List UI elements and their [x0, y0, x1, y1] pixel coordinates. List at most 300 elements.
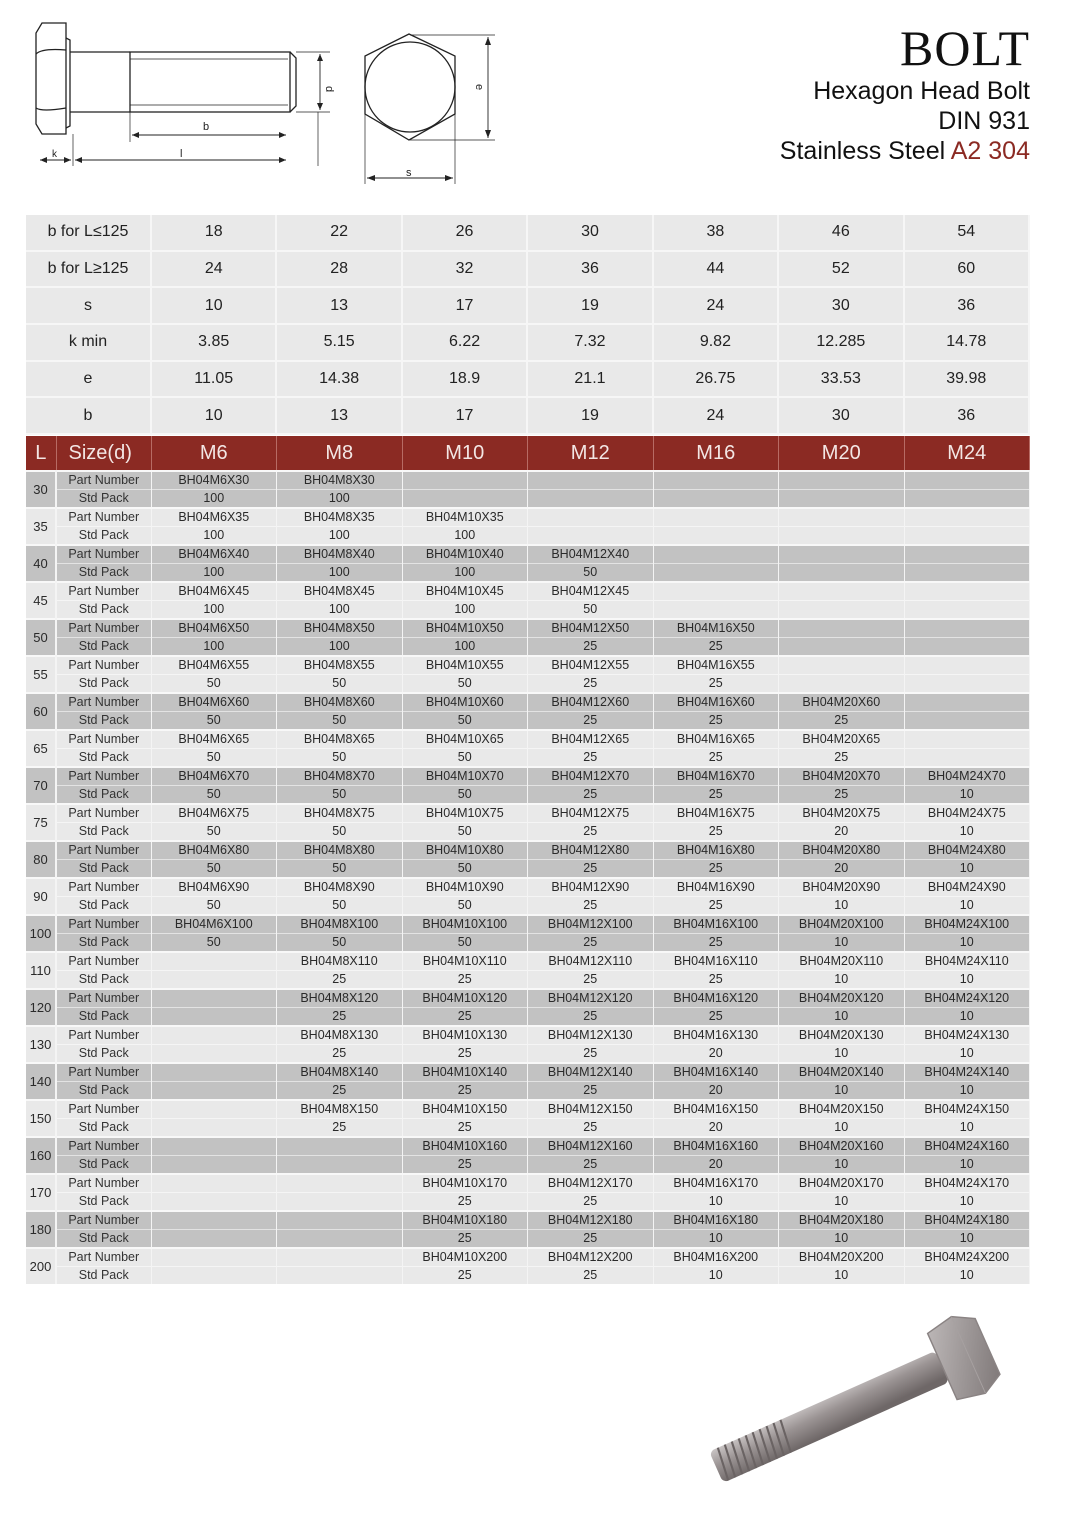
- part-cell: [779, 1100, 905, 1137]
- table-row: [26, 619, 1030, 656]
- std-pack: 25: [583, 750, 598, 764]
- part-cell: [277, 1063, 403, 1100]
- part-cell: [277, 1211, 403, 1248]
- part-number: BH04M24X180: [905, 1212, 1030, 1230]
- part-number: BH04M16X55: [654, 657, 779, 675]
- part-cell: [277, 1248, 403, 1284]
- part-number: BH04M16X150: [654, 1101, 779, 1119]
- std-pack: 25: [583, 935, 598, 949]
- header-size-m10: M10: [402, 436, 528, 471]
- table-row: [26, 1026, 1030, 1063]
- std-pack: 10: [834, 1157, 849, 1171]
- part-cell: [151, 1100, 277, 1137]
- length-value: 75: [26, 804, 56, 841]
- part-number: BH04M16X200: [654, 1249, 779, 1267]
- std-pack: 10: [959, 1009, 974, 1023]
- part-cell: [653, 656, 779, 693]
- part-number: BH04M24X200: [905, 1249, 1030, 1267]
- std-pack: 50: [457, 787, 472, 801]
- std-pack: [277, 1230, 402, 1247]
- product-name: Hexagon Head Bolt: [813, 77, 1030, 105]
- part-number: [905, 509, 1030, 527]
- length-value: 180: [26, 1211, 56, 1248]
- std-pack: 10: [959, 824, 974, 838]
- std-pack: 10: [959, 1120, 974, 1134]
- std-pack-label: Std Pack: [78, 713, 129, 727]
- part-cell: [402, 1248, 528, 1284]
- std-pack-label: Std Pack: [78, 1120, 129, 1134]
- row-labels: [56, 508, 151, 545]
- part-cell: [779, 693, 905, 730]
- part-cell: [653, 545, 779, 582]
- std-pack: 10: [959, 935, 974, 949]
- std-pack: 100: [454, 639, 476, 653]
- std-pack: 10: [834, 1009, 849, 1023]
- part-number: BH04M8X110: [277, 953, 402, 971]
- part-cell: [779, 1063, 905, 1100]
- part-number: BH04M10X35: [403, 509, 528, 527]
- part-cell: [528, 471, 654, 508]
- dimension-value: 13: [276, 397, 401, 434]
- part-number: BH04M12X150: [528, 1101, 653, 1119]
- row-labels: [56, 730, 151, 767]
- part-number: BH04M10X80: [403, 842, 528, 860]
- std-pack: 10: [834, 1231, 849, 1245]
- part-cell: [402, 878, 528, 915]
- std-pack: 25: [457, 1120, 472, 1134]
- part-number: BH04M8X140: [277, 1064, 402, 1082]
- std-pack: 100: [203, 565, 225, 579]
- part-cell: [402, 545, 528, 582]
- part-cell: [402, 730, 528, 767]
- table-row: [26, 471, 1030, 508]
- std-pack: 25: [457, 1268, 472, 1282]
- part-number: [152, 1249, 277, 1267]
- dimension-row: [26, 287, 1029, 324]
- length-value: 40: [26, 545, 56, 582]
- std-pack: 10: [959, 861, 974, 875]
- part-cell: [528, 1026, 654, 1063]
- std-pack: [152, 1082, 277, 1099]
- row-labels: [56, 878, 151, 915]
- std-pack: [654, 601, 779, 618]
- part-number: BH04M6X50: [152, 620, 277, 638]
- std-pack: 25: [708, 676, 723, 690]
- std-pack-label: Std Pack: [78, 861, 129, 875]
- std-pack-label: Std Pack: [78, 1009, 129, 1023]
- table-row: [26, 508, 1030, 545]
- part-number: BH04M10X200: [403, 1249, 528, 1267]
- std-pack: [779, 601, 904, 618]
- dimension-value: 36: [904, 287, 1029, 324]
- length-value: 160: [26, 1137, 56, 1174]
- part-number: BH04M20X160: [779, 1138, 904, 1156]
- part-cell: [904, 1211, 1030, 1248]
- dim-label-l: l: [180, 148, 183, 160]
- part-number: BH04M10X110: [403, 953, 528, 971]
- part-number: BH04M8X150: [277, 1101, 402, 1119]
- part-number: BH04M24X70: [905, 768, 1030, 786]
- part-cell: [151, 804, 277, 841]
- row-labels: [56, 545, 151, 582]
- part-number: [905, 546, 1030, 564]
- dimension-value: 7.32: [527, 324, 652, 361]
- std-pack-label: Std Pack: [78, 750, 129, 764]
- dimension-value: 60: [904, 251, 1029, 288]
- dimension-value: 36: [904, 397, 1029, 434]
- dimension-row: [26, 324, 1029, 361]
- part-cell: [151, 1137, 277, 1174]
- part-cell: [277, 804, 403, 841]
- dimension-value: 32: [402, 251, 527, 288]
- part-number: BH04M12X75: [528, 805, 653, 823]
- part-number: [905, 472, 1030, 490]
- std-pack: 25: [457, 1046, 472, 1060]
- std-pack: 25: [583, 861, 598, 875]
- table-row: [26, 1100, 1030, 1137]
- length-value: 50: [26, 619, 56, 656]
- part-number: BH04M20X200: [779, 1249, 904, 1267]
- std-pack: [654, 490, 779, 507]
- part-cell: [653, 1211, 779, 1248]
- part-cell: [653, 693, 779, 730]
- std-pack: [152, 1230, 277, 1247]
- dimension-value: 3.85: [151, 324, 276, 361]
- part-cell: [402, 1100, 528, 1137]
- part-cell: [277, 619, 403, 656]
- part-number-label: Part Number: [57, 546, 151, 564]
- part-cell: [277, 841, 403, 878]
- std-pack: 10: [959, 1083, 974, 1097]
- part-cell: [904, 656, 1030, 693]
- std-pack: 50: [332, 824, 347, 838]
- std-pack: 25: [457, 1083, 472, 1097]
- part-cell: [904, 952, 1030, 989]
- part-cell: [653, 1137, 779, 1174]
- std-pack: 10: [834, 1046, 849, 1060]
- part-cell: [402, 952, 528, 989]
- part-cell: [779, 804, 905, 841]
- part-cell: [779, 767, 905, 804]
- std-pack: 100: [328, 602, 350, 616]
- part-number-label: Part Number: [57, 953, 151, 971]
- part-cell: [151, 915, 277, 952]
- std-pack: 50: [457, 750, 472, 764]
- part-number-label: Part Number: [57, 694, 151, 712]
- part-cell: [653, 508, 779, 545]
- dimension-value: 22: [276, 215, 401, 251]
- part-cell: [904, 841, 1030, 878]
- table-row: [26, 952, 1030, 989]
- part-number: BH04M16X90: [654, 879, 779, 897]
- std-pack: [152, 1045, 277, 1062]
- part-number: BH04M24X100: [905, 916, 1030, 934]
- part-number-label: Part Number: [57, 1175, 151, 1193]
- std-pack: [528, 527, 653, 544]
- std-pack: 20: [708, 1046, 723, 1060]
- part-cell: [653, 730, 779, 767]
- row-labels: [56, 915, 151, 952]
- part-cell: [151, 1248, 277, 1284]
- std-pack: 100: [203, 639, 225, 653]
- part-number: BH04M10X160: [403, 1138, 528, 1156]
- part-number: BH04M6X70: [152, 768, 277, 786]
- part-number: [152, 1064, 277, 1082]
- dimension-value: 36: [527, 251, 652, 288]
- std-pack: 50: [332, 750, 347, 764]
- part-cell: [151, 952, 277, 989]
- part-number: BH04M24X90: [905, 879, 1030, 897]
- std-pack-label: Std Pack: [78, 1083, 129, 1097]
- part-cell: [151, 841, 277, 878]
- part-number: BH04M24X80: [905, 842, 1030, 860]
- material-prefix: Stainless Steel: [779, 137, 946, 165]
- part-cell: [779, 1026, 905, 1063]
- std-pack: 10: [834, 898, 849, 912]
- part-cell: [402, 767, 528, 804]
- dim-label-e: e: [473, 84, 485, 91]
- bolt-photo-body: [699, 1310, 1005, 1506]
- part-cell: [528, 545, 654, 582]
- part-cell: [277, 878, 403, 915]
- part-number: BH04M10X150: [403, 1101, 528, 1119]
- part-number: BH04M16X130: [654, 1027, 779, 1045]
- std-pack: 10: [834, 1120, 849, 1134]
- std-pack: 25: [583, 1083, 598, 1097]
- part-number-label: Part Number: [57, 916, 151, 934]
- std-pack: 10: [959, 898, 974, 912]
- part-number: [654, 583, 779, 601]
- std-pack: 25: [583, 1157, 598, 1171]
- part-number: BH04M20X180: [779, 1212, 904, 1230]
- part-number: [152, 1101, 277, 1119]
- part-number: BH04M10X65: [403, 731, 528, 749]
- part-number: BH04M8X50: [277, 620, 402, 638]
- std-pack: 100: [328, 491, 350, 505]
- length-value: 30: [26, 471, 56, 508]
- dimension-row: [26, 215, 1029, 251]
- dimension-value: 30: [778, 287, 903, 324]
- part-number-label: Part Number: [57, 731, 151, 749]
- part-cell: [277, 1174, 403, 1211]
- part-cell: [277, 1137, 403, 1174]
- std-pack: 100: [328, 565, 350, 579]
- std-pack-label: Std Pack: [78, 639, 129, 653]
- table-row: [26, 915, 1030, 952]
- std-pack: 25: [457, 972, 472, 986]
- part-number: BH04M20X150: [779, 1101, 904, 1119]
- part-number: BH04M10X55: [403, 657, 528, 675]
- part-number: BH04M24X170: [905, 1175, 1030, 1193]
- part-number: [152, 990, 277, 1008]
- part-cell: [904, 545, 1030, 582]
- part-cell: [653, 878, 779, 915]
- dimension-value: 18.9: [402, 361, 527, 398]
- part-number: BH04M12X80: [528, 842, 653, 860]
- std-pack: 25: [583, 787, 598, 801]
- part-number: [277, 1212, 402, 1230]
- row-labels: [56, 1026, 151, 1063]
- part-number: BH04M12X110: [528, 953, 653, 971]
- parts-table-header: [26, 436, 1030, 471]
- std-pack: [779, 675, 904, 692]
- part-cell: [528, 1100, 654, 1137]
- row-labels: [56, 619, 151, 656]
- part-number: BH04M12X60: [528, 694, 653, 712]
- std-pack: 25: [708, 898, 723, 912]
- part-cell: [402, 1137, 528, 1174]
- part-cell: [277, 656, 403, 693]
- part-number: BH04M16X65: [654, 731, 779, 749]
- length-value: 150: [26, 1100, 56, 1137]
- dimension-value: 52: [778, 251, 903, 288]
- std-pack: [779, 527, 904, 544]
- part-number-label: Part Number: [57, 879, 151, 897]
- dimension-label: e: [26, 361, 151, 398]
- std-pack: 25: [457, 1194, 472, 1208]
- part-cell: [528, 693, 654, 730]
- dim-label-d: d: [323, 86, 335, 93]
- std-pack-label: Std Pack: [78, 1231, 129, 1245]
- side-view-drawing: [36, 23, 330, 166]
- part-number: BH04M12X160: [528, 1138, 653, 1156]
- part-cell: [653, 1026, 779, 1063]
- part-cell: [779, 989, 905, 1026]
- material-grade: A2 304: [950, 137, 1030, 165]
- length-value: 65: [26, 730, 56, 767]
- part-number: [277, 1138, 402, 1156]
- table-row: [26, 767, 1030, 804]
- part-cell: [528, 915, 654, 952]
- std-pack: 25: [583, 1009, 598, 1023]
- bolt-technical-drawing: [30, 16, 510, 191]
- part-cell: [151, 508, 277, 545]
- row-labels: [56, 804, 151, 841]
- std-pack: 50: [206, 898, 221, 912]
- part-number: BH04M20X170: [779, 1175, 904, 1193]
- dimension-value: 12.285: [778, 324, 903, 361]
- part-number: BH04M24X110: [905, 953, 1030, 971]
- part-number: BH04M8X130: [277, 1027, 402, 1045]
- part-cell: [277, 693, 403, 730]
- part-number: [905, 657, 1030, 675]
- length-value: 35: [26, 508, 56, 545]
- std-pack: [905, 564, 1030, 581]
- dimension-value: 14.78: [904, 324, 1029, 361]
- std-pack: 25: [583, 1120, 598, 1134]
- std-pack: 20: [834, 824, 849, 838]
- part-cell: [151, 471, 277, 508]
- part-number-label: Part Number: [57, 1212, 151, 1230]
- std-pack: 25: [332, 1009, 347, 1023]
- part-number: [152, 1138, 277, 1156]
- std-pack: 25: [583, 1194, 598, 1208]
- part-cell: [779, 1174, 905, 1211]
- row-labels: [56, 952, 151, 989]
- std-pack-label: Std Pack: [78, 491, 129, 505]
- part-number: BH04M12X140: [528, 1064, 653, 1082]
- part-number: BH04M6X30: [152, 472, 277, 490]
- dimension-value: 11.05: [151, 361, 276, 398]
- std-pack: 100: [328, 528, 350, 542]
- part-cell: [779, 915, 905, 952]
- part-number: BH04M8X75: [277, 805, 402, 823]
- part-cell: [779, 878, 905, 915]
- part-number: BH04M20X90: [779, 879, 904, 897]
- part-cell: [277, 730, 403, 767]
- part-cell: [402, 508, 528, 545]
- std-pack-label: Std Pack: [78, 565, 129, 579]
- part-number: BH04M20X120: [779, 990, 904, 1008]
- std-pack: 10: [834, 935, 849, 949]
- std-pack: [277, 1267, 402, 1284]
- std-pack: [905, 675, 1030, 692]
- part-number: BH04M8X80: [277, 842, 402, 860]
- part-cell: [528, 1063, 654, 1100]
- part-cell: [277, 471, 403, 508]
- part-number: [152, 1027, 277, 1045]
- std-pack: 20: [708, 1157, 723, 1171]
- part-cell: [151, 693, 277, 730]
- std-pack: 25: [583, 676, 598, 690]
- part-cell: [402, 1026, 528, 1063]
- header-size-m16: M16: [653, 436, 779, 471]
- std-pack: 20: [708, 1083, 723, 1097]
- part-cell: [402, 619, 528, 656]
- std-pack: 50: [332, 787, 347, 801]
- std-pack: 50: [206, 676, 221, 690]
- hex-bolt-photo: [672, 1310, 1022, 1510]
- dimension-value: 9.82: [653, 324, 778, 361]
- part-number-label: Part Number: [57, 620, 151, 638]
- part-number: BH04M20X100: [779, 916, 904, 934]
- part-number: BH04M6X90: [152, 879, 277, 897]
- table-row: [26, 989, 1030, 1026]
- dimension-row: [26, 251, 1029, 288]
- part-number: BH04M20X80: [779, 842, 904, 860]
- part-number: BH04M16X110: [654, 953, 779, 971]
- part-cell: [779, 545, 905, 582]
- std-pack: 10: [959, 1157, 974, 1171]
- table-row: [26, 1174, 1030, 1211]
- dimension-value: 18: [151, 215, 276, 251]
- std-pack-label: Std Pack: [78, 1194, 129, 1208]
- part-number: BH04M8X90: [277, 879, 402, 897]
- table-row: [26, 693, 1030, 730]
- part-number: BH04M6X65: [152, 731, 277, 749]
- dimension-value: 24: [653, 287, 778, 324]
- std-pack: [905, 490, 1030, 507]
- std-pack: 10: [959, 787, 974, 801]
- title-block: [780, 20, 1030, 166]
- dimension-value: 5.15: [276, 324, 401, 361]
- std-pack: 25: [457, 1157, 472, 1171]
- dimension-row: [26, 397, 1029, 434]
- part-number: BH04M16X60: [654, 694, 779, 712]
- part-cell: [151, 1174, 277, 1211]
- std-pack: 25: [583, 1046, 598, 1060]
- std-pack: 25: [583, 972, 598, 986]
- std-pack: [905, 527, 1030, 544]
- length-value: 120: [26, 989, 56, 1026]
- part-cell: [151, 767, 277, 804]
- dimension-value: 28: [276, 251, 401, 288]
- part-number: BH04M24X160: [905, 1138, 1030, 1156]
- std-pack: 50: [332, 898, 347, 912]
- part-number: BH04M16X160: [654, 1138, 779, 1156]
- part-cell: [904, 582, 1030, 619]
- row-labels: [56, 582, 151, 619]
